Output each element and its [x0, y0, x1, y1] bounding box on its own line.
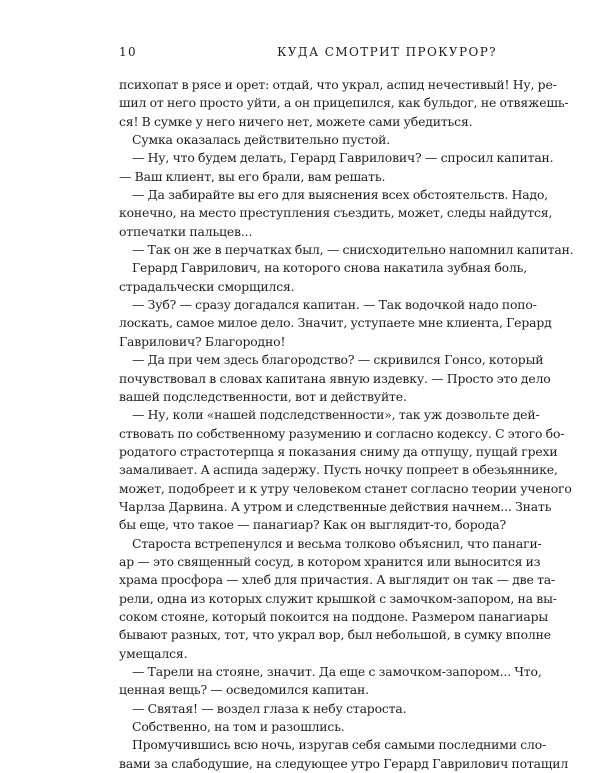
text-line: — Ваш клиент, вы его брали, вам решать.	[119, 168, 386, 184]
text-line: Чарлза Дарвина. А утром и следственные действия начнем... Знать	[119, 498, 552, 514]
text-line: — Ну, что будем делать, Герард Гаврилович? — спросил капитан.	[132, 150, 554, 166]
text-line: Собственно, на том и разошлись.	[132, 719, 345, 735]
text-line: Сумка оказалась действительно пустой.	[132, 132, 391, 148]
text-line: — Так он же в перчатках был, — снисходительно напомнил капитан.	[132, 242, 574, 258]
text-line: страдальчески сморщился.	[119, 278, 295, 294]
page-number: 10	[119, 45, 138, 59]
text-line: родатого страстотерпца я показания сниму да отпущу, пущай грехи	[119, 443, 558, 459]
text-line: ся! В сумке у него ничего нет, можете сами убедиться.	[119, 113, 473, 129]
running-head	[119, 45, 497, 63]
text-line: Староста встрепенулся и весьма толково объяснил, что панаги-	[132, 535, 542, 551]
text-line: ствовать по собственному разумению и согласно кодексу. С этого бо-	[119, 425, 565, 441]
text-line: бы еще, что такое — панагиар? Как он выглядит-то, борода?	[119, 517, 507, 533]
text-line: ар — это священный сосуд, в котором хранится или выносится из	[119, 553, 541, 569]
text-line: соком стояне, который покоится на поддоне. Размером панагиары	[119, 608, 549, 624]
text-line: храма просфора — хлеб для причастия. А выглядит он так — две та-	[119, 572, 556, 588]
running-title: КУДА СМОТРИТ ПРОКУРОР?	[277, 45, 497, 59]
text-line: Промучившись всю ночь, изругав себя самыми последними сло-	[132, 737, 547, 753]
text-line: психопат в рясе и орет: отдай, что украл, аспид нечестивый! Ну, ре-	[119, 77, 557, 92]
text-line: отпечатки пальцев...	[119, 223, 253, 239]
text-line: замаливает. А аспида задержу. Пусть ночку попреет в обезьяннике,	[119, 462, 558, 478]
text-line: вашей подследственности, вот и действуйте.	[119, 388, 407, 404]
text-line: лоскать, самое милое дело. Значит, уступаете мне клиента, Герард	[119, 315, 552, 331]
text-line: шил от него просто уйти, а он прицепился, как бульдог, не отвяжешь-	[119, 95, 569, 111]
text-line: — Да забирайте вы его для выяснения всех обстоятельств. Надо,	[132, 187, 549, 203]
text-line: почувствовал в словах капитана явную издевку. — Просто это дело	[119, 370, 551, 386]
text-line: — Тарели на стояне, значит. Да еще с замочком-запором... Что,	[132, 664, 542, 679]
text-line: — Святая! — воздел глаза к небу староста.	[132, 700, 407, 716]
text-line: умещался.	[119, 645, 188, 661]
text-line: рели, одна из которых служит крышкой с замочком-запором, на вы-	[119, 590, 557, 606]
text-line: конечно, на место преступления съездить, может, следы найдутся,	[119, 205, 553, 221]
body-text	[119, 76, 574, 773]
text-line: бывают разных, тот, что украл вор, был небольшой, в сумку вполне	[119, 627, 551, 643]
text-line: Герард Гаврилович, на которого снова накатила зубная боль,	[132, 260, 528, 276]
text-line: может, подобреет и к утру человеком станет согласно теории ученого	[119, 480, 572, 496]
text-line: Гаврилович? Благородно!	[119, 333, 286, 349]
text-line: — Ну, коли «нашей подследственности», так уж дозвольте дей-	[132, 407, 540, 423]
text-line: — Зуб? — сразу догадался капитан. — Так водочкой надо попо-	[132, 297, 537, 313]
text-line: — Да при чем здесь благородство? — скривился Гонсо, который	[132, 352, 544, 368]
text-line: ценная вещь? — осведомился капитан.	[119, 682, 369, 698]
text-line: вами за слабодушие, на следующее утро Герард Гаврилович потащил	[119, 755, 569, 771]
